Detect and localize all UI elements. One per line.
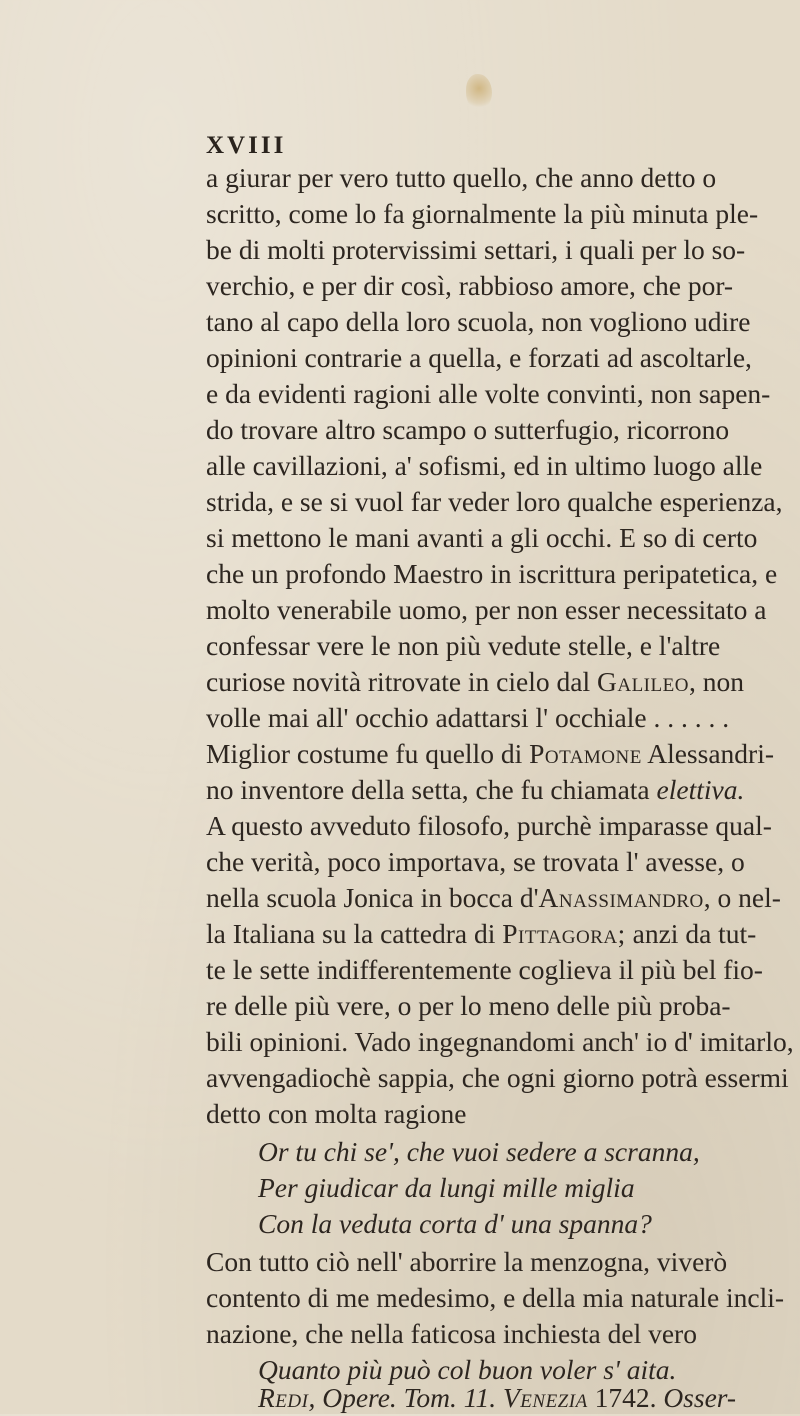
text-line: do trovare altro scampo o sutterfugio, ricorrono [206,414,730,445]
text-line: volle mai all' occhio adattarsi l' occhiale . . . . . . [206,702,730,733]
text-line: be di molti protervissimi settari, i quali per lo so- [206,234,746,265]
citation-text: , Opere. Tom. 11. [308,1382,497,1413]
text-line: si mettono le mani avanti a gli occhi. E so di certo [206,522,758,553]
text-line: e da evidenti ragioni alle volte convinti, non sapen- [206,378,771,409]
citation-year: 1742. [587,1382,657,1413]
text-line: che un profondo Maestro in iscrittura peripatetica, e [206,558,778,589]
quote-line: Quanto più può col buon voler s' aita. [258,1354,677,1385]
text-line: contento di me medesimo, e della mia naturale incli- [206,1282,785,1313]
text-segment: , o nel- [703,882,781,913]
text-line: A questo avveduto filosofo, purchè imparasse qual- [206,810,772,841]
text-segment: anzi da tut- [625,918,757,949]
text-line: a giurar per vero tutto quello, che anno detto o [206,162,717,193]
verse-line: Con la veduta corta d' una spanna? [258,1208,652,1239]
text-segment: nella scuola Jonica in bocca d' [206,882,539,913]
text-line [206,772,744,808]
text-line: opinioni contrarie a quella, e forzati ad ascoltarle, [206,342,752,373]
text-line [206,880,781,916]
citation-title-start: Osser- [663,1382,737,1413]
verse-line: Or tu chi se', che vuoi sedere a scranna, [258,1136,700,1167]
text-line: Con tutto ciò nell' aborrire la menzogna, viverò [206,1246,728,1277]
text-line: alle cavillazioni, a' sofismi, ed in ultimo luogo alle [206,450,763,481]
name-potamone: Potamone [529,738,642,769]
verse-line: Per giudicar da lungi mille miglia [258,1172,635,1203]
text-line: che verità, poco importava, se trovata l' avesse, o [206,846,745,877]
ink-stain [466,74,492,110]
name-anassimandro: Anassimandro [538,882,704,913]
citation-place: Venezia [503,1382,588,1413]
text-line: molto venerabile uomo, per non esser necessitato a [206,594,767,625]
citation-line [258,1380,736,1416]
text-line: te le sette indifferentemente coglieva il più bel fio- [206,954,763,985]
text-line: scritto, come lo fa giornalmente la più minuta ple- [206,198,759,229]
text-line [206,664,744,700]
text-segment: , non [688,666,744,697]
citation-author: Redi [258,1382,309,1413]
page-number: XVIII [206,132,287,159]
text-line: bili opinioni. Vado ingegnandomi anch' io d' imitarlo, [206,1026,794,1057]
text-line: confessar vere le non più vedute stelle, e l'altre [206,630,721,661]
term-elettiva: elettiva. [656,774,745,805]
text-segment: Alessandri- [641,738,774,769]
text-line: re delle più vere, o per lo meno delle più proba- [206,990,731,1021]
text-line: nazione, che nella faticosa inchiesta del vero [206,1318,697,1349]
text-line: verchio, e per dir così, rabbioso amore, che por- [206,270,734,301]
text-line: avvengadiochè sappia, che ogni giorno potrà essermi [206,1062,789,1093]
text-segment: no inventore della setta, che fu chiamata [206,774,650,805]
text-line [206,736,774,772]
text-line: detto con molta ragione [206,1098,467,1129]
text-line: strida, e se si vuol far veder loro qualche esperienza, [206,486,783,517]
text-line [206,916,756,952]
text-segment: la Italiana su la cattedra di [206,918,496,949]
text-segment: Miglior costume fu quello di [206,738,523,769]
name-pittagora: Pittagora; [502,918,626,949]
text-segment: curiose novità ritrovate in cielo dal [206,666,591,697]
name-galileo: Galileo [596,666,689,697]
text-line: tano al capo della loro scuola, non vogliono udire [206,306,751,337]
